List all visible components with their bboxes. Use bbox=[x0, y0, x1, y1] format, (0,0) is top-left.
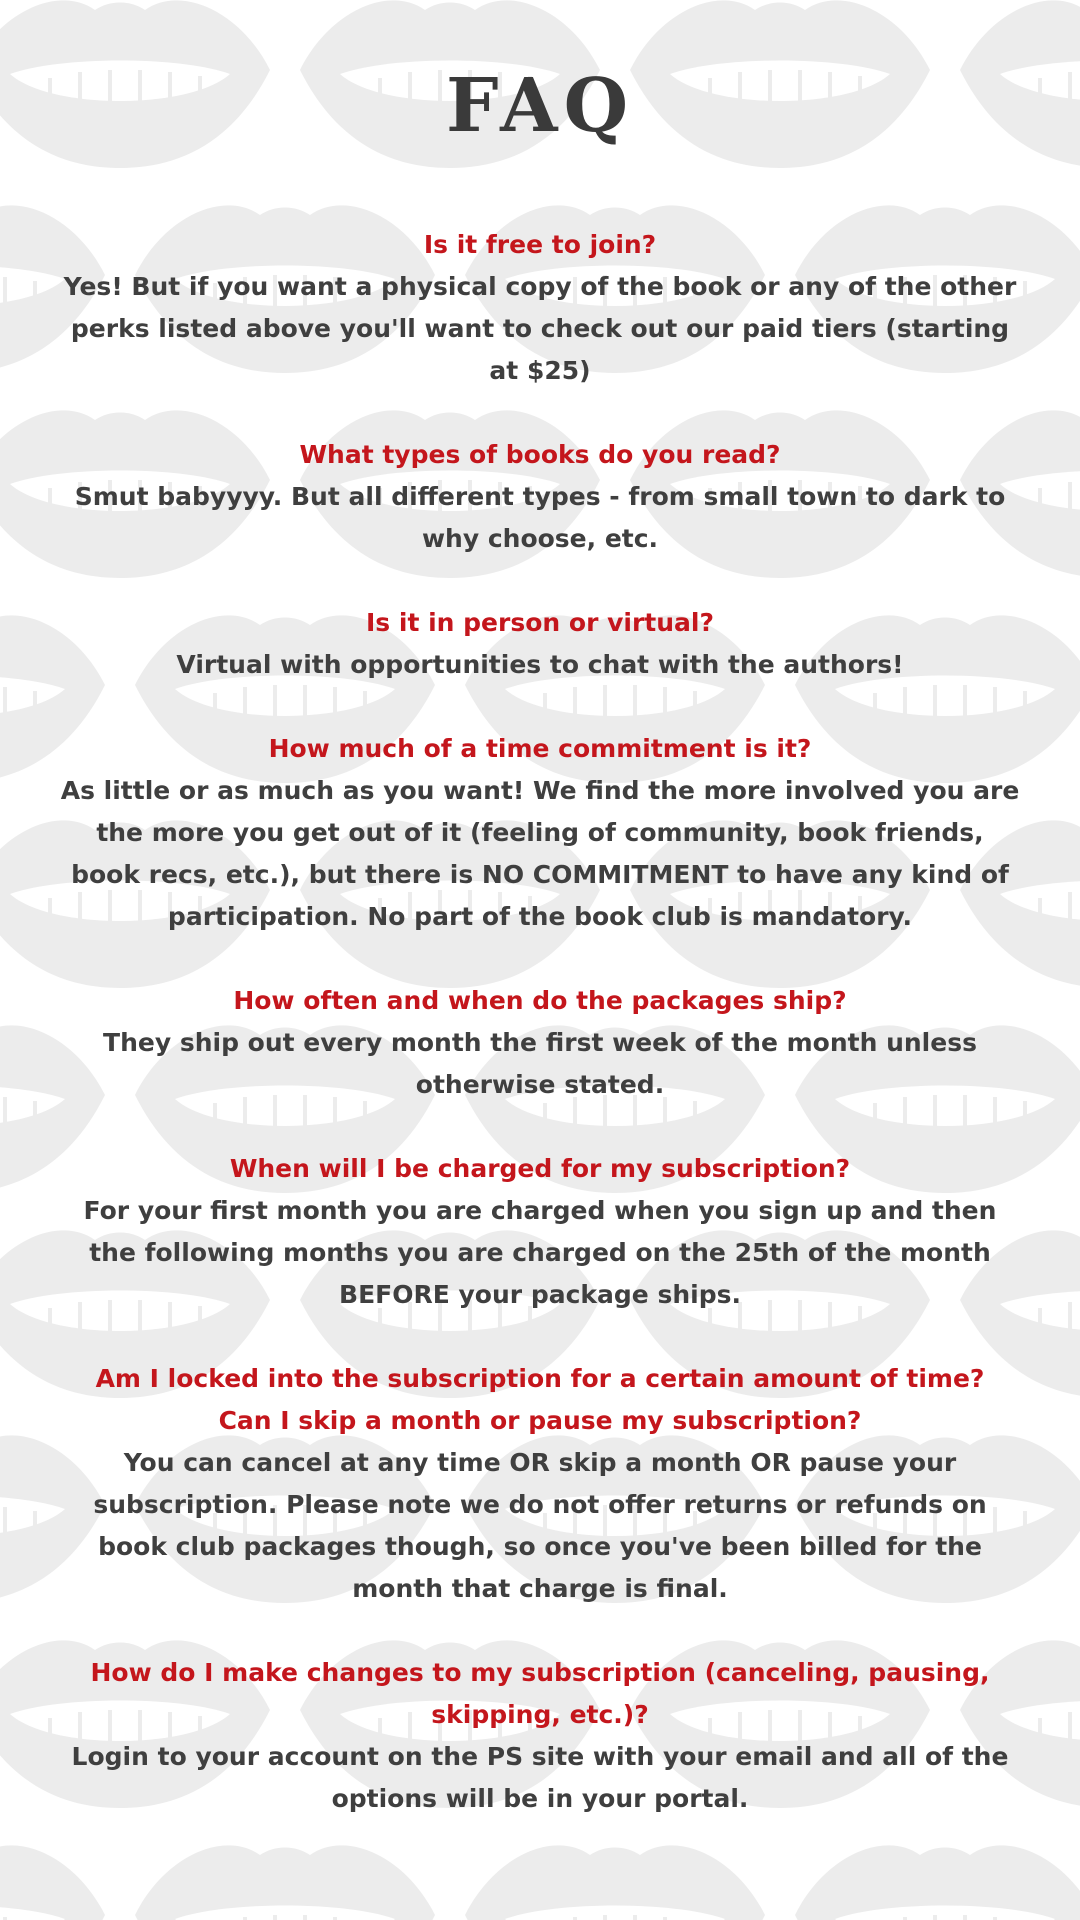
faq-answer: You can cancel at any time OR skip a month OR pause your subscription. Please note we do not offer returns or refunds on book club packages though, so once you've been billed for the month that charge is final. bbox=[93, 1448, 987, 1603]
faq-answer: Yes! But if you want a physical copy of the book or any of the other perks listed above you'll want to check out our paid tiers (starting at $25) bbox=[63, 272, 1017, 385]
faq-answer: Virtual with opportunities to chat with the authors! bbox=[176, 650, 904, 679]
page-title: FAQ bbox=[445, 63, 635, 149]
faq-answer: Smut babyyyy. But all different types - from small town to dark to why choose, etc. bbox=[74, 482, 1006, 553]
faq-answer: For your first month you are charged when you sign up and then the following months you are charged on the 25th of the month BEFORE your package ships. bbox=[83, 1196, 997, 1309]
faq-item-make-changes bbox=[60, 1652, 1020, 1820]
faq-question: How do I make changes to my subscription (canceling, pausing, skipping, etc.)? bbox=[90, 1658, 990, 1729]
faq-answer: Login to your account on the PS site with your email and all of the options will be in your portal. bbox=[71, 1742, 1009, 1813]
faq-answer: As little or as much as you want! We find the more involved you are the more you get out of it (feeling of community, book friends, book recs, etc.), but there is NO COMMITMENT to have any kind of participation. No part of the book club is mandatory. bbox=[60, 776, 1020, 931]
faq-question bbox=[60, 1358, 1020, 1442]
faq-item-time-commitment bbox=[60, 728, 1020, 938]
faq-question: How much of a time commitment is it? bbox=[268, 734, 812, 763]
faq-question: When will I be charged for my subscription? bbox=[229, 1154, 851, 1183]
faq-item-book-types bbox=[60, 434, 1020, 560]
faq-question: Is it in person or virtual? bbox=[365, 608, 714, 637]
faq-item-billing bbox=[60, 1148, 1020, 1316]
faq-item-free-to-join bbox=[60, 224, 1020, 392]
faq-question-line: Am I locked into the subscription for a certain amount of time? bbox=[95, 1364, 985, 1393]
faq-question: What types of books do you read? bbox=[299, 440, 781, 469]
faq-list bbox=[60, 224, 1020, 1820]
faq-question: How often and when do the packages ship? bbox=[233, 986, 847, 1015]
faq-answer: They ship out every month the first week of the month unless otherwise stated. bbox=[103, 1028, 977, 1099]
faq-question-line: Can I skip a month or pause my subscription? bbox=[218, 1406, 862, 1435]
faq-item-in-person-or-virtual bbox=[60, 602, 1020, 686]
faq-item-locked-in bbox=[60, 1358, 1020, 1610]
faq-item-shipping bbox=[60, 980, 1020, 1106]
faq-question: Is it free to join? bbox=[423, 230, 657, 259]
